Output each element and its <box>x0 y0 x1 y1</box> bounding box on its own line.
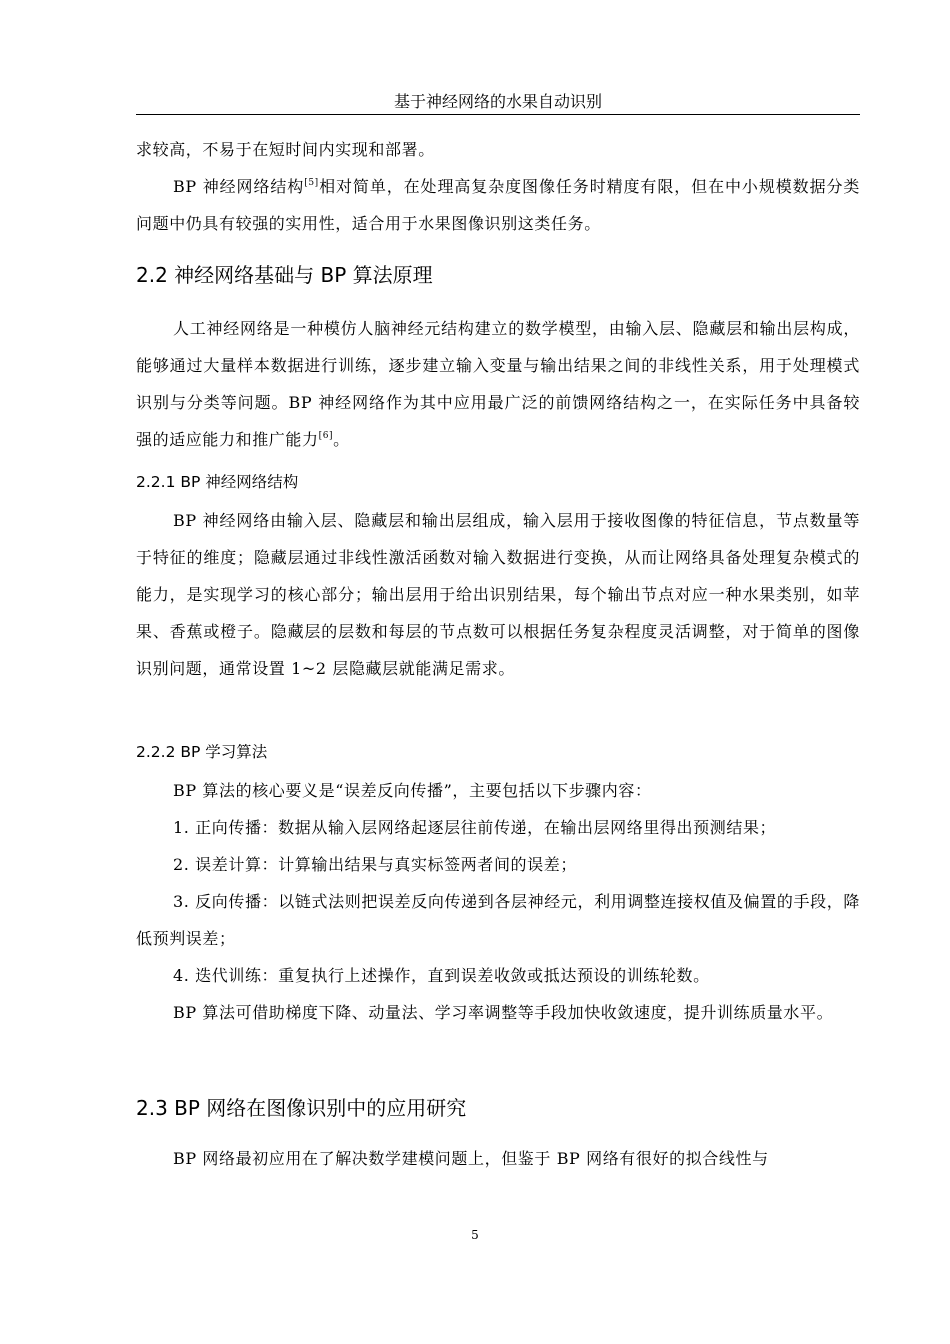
paragraph-ann-intro <box>136 310 860 458</box>
citation-ref-5: [5] <box>304 178 319 188</box>
paragraph-text: BP 神经网络结构 <box>173 177 305 196</box>
page-number: 5 <box>471 1228 479 1242</box>
paragraph-block-1 <box>136 131 860 242</box>
paragraph-bp-structure <box>136 168 860 242</box>
paragraph-block-2-3 <box>136 1140 860 1177</box>
paragraph-text: 人工神经网络是一种模仿人脑神经元结构建立的数学模型，由输入层、隐藏层和输出层构成，能够通过大量样本数据进行训练，逐步建立输入变量与输出结果之间的非线性关系，用于处理模式识别与分类等问题。BP 神经网络作为其中应用最广泛的前馈网络结构之一，在实际任务中具备较强的适应能力和推广能力 <box>136 319 860 449</box>
list-item-step-3: 3. 反向传播：以链式法则把误差反向传递到各层神经元，利用调整连接权值及偏置的手段，降低预判误差； <box>136 892 860 948</box>
paragraph-bp-intro: BP 算法的核心要义是“误差反向传播”，主要包括以下步骤内容： <box>173 781 652 800</box>
section-heading-2-2: 2.2 神经网络基础与 BP 算法原理 <box>136 263 433 287</box>
subsection-heading-2-2-2: 2.2.2 BP 学习算法 <box>136 743 268 761</box>
subsection-heading-2-2-1: 2.2.1 BP 神经网络结构 <box>136 473 299 491</box>
list-item-step-4: 4. 迭代训练：重复执行上述操作，直到误差收敛或抵达预设的训练轮数。 <box>173 966 710 985</box>
paragraph-block-2-2-1 <box>136 502 860 687</box>
header-rule <box>136 114 860 115</box>
paragraph-bp-layers: BP 神经网络由输入层、隐藏层和输出层组成，输入层用于接收图像的特征信息，节点数量等于特征的维度；隐藏层通过非线性激活函数对输入数据进行变换，从而让网络具备处理复杂模式的能力，是实现学习的核心部分；输出层用于给出识别结果，每个输出节点对应一种水果类别，如苹果、香蕉或橙子。隐藏层的层数和每层的节点数可以根据任务复杂程度灵活调整，对于简单的图像识别问题，通常设置 1~2 层隐藏层就能满足需求。 <box>136 511 860 678</box>
paragraph-continued: 求较高，不易于在短时间内实现和部署。 <box>136 140 435 159</box>
citation-ref-6: [6] <box>318 431 334 441</box>
paragraph-bp-acceleration: BP 算法可借助梯度下降、动量法、学习率调整等手段加快收敛速度，提升训练质量水平。 <box>173 1003 834 1022</box>
list-item-step-2: 2. 误差计算：计算输出结果与真实标签两者间的误差； <box>173 855 577 874</box>
section-heading-2-3: 2.3 BP 网络在图像识别中的应用研究 <box>136 1096 467 1120</box>
paragraph-text: 相对简单，在处理高复杂度图像任务时精度有限，但在中小规模数据分类问题中仍具有较强的实用性，适合用于水果图像识别这类任务。 <box>136 177 860 233</box>
list-item-step-1: 1. 正向传播：数据从输入层网络起逐层往前传递，在输出层网络里得出预测结果； <box>173 818 777 837</box>
paragraph-text: 。 <box>333 430 350 449</box>
paragraph-block-2-2-2 <box>136 772 860 1031</box>
paragraph-bp-application: BP 网络最初应用在了解决数学建模问题上，但鉴于 BP 网络有很好的拟合线性与 <box>173 1149 769 1168</box>
paragraph-block-2-2 <box>136 310 860 458</box>
running-header: 基于神经网络的水果自动识别 <box>393 92 602 111</box>
